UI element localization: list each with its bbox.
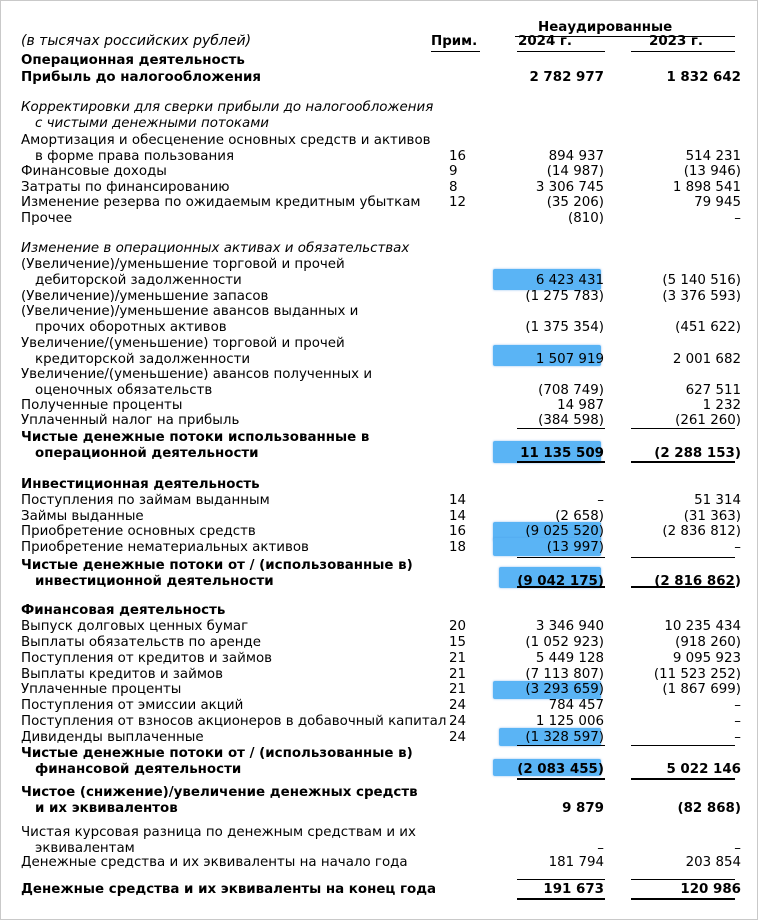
row-label-line: Финансовая деятельность [21, 603, 226, 618]
value-2024: (9 042 175) [517, 573, 604, 589]
row-label [21, 304, 441, 336]
value-2023: 203 854 [685, 855, 741, 870]
value-2023: (31 363) [683, 509, 741, 524]
value-2023: – [734, 211, 741, 226]
value-2024: – [597, 840, 604, 856]
row-label [21, 882, 441, 898]
row-label-line: Чистые денежные потоки от / (использованные в) [21, 746, 413, 761]
row-label-line: Прибыль до налогообложения [21, 70, 261, 85]
row-note: 15 [449, 635, 467, 650]
row-label [21, 430, 441, 462]
value-2024: 181 794 [548, 855, 604, 870]
row-note: 21 [449, 682, 467, 697]
value-2024: (708 749) [538, 382, 604, 398]
value-2024: (35 206) [546, 195, 604, 210]
row-label [21, 509, 441, 525]
row-label [21, 730, 441, 746]
table-rule [631, 778, 735, 780]
value-2024: (9 025 520) [525, 524, 604, 539]
row-label-line: Финансовые доходы [21, 164, 167, 179]
value-2023: (1 867 699) [662, 682, 741, 697]
row-label-line: Амортизация и обесценение основных средств и активов [21, 133, 431, 148]
value-2024: – [597, 493, 604, 508]
row-label-line: Выплаты кредитов и займов [21, 667, 224, 682]
value-2024: 1 125 006 [535, 714, 604, 729]
row-label-line: Полученные проценты [21, 398, 183, 413]
value-2024: 1 507 919 [535, 351, 604, 367]
row-label-line: Займы выданные [21, 509, 144, 524]
row-label-line: Операционная деятельность [21, 53, 245, 68]
header-note: Прим. [431, 34, 478, 49]
value-2023: 5 022 146 [666, 761, 741, 777]
table-rule [517, 778, 605, 780]
row-label [21, 619, 441, 635]
row-label [21, 367, 441, 399]
value-2023: (261 260) [675, 413, 741, 428]
row-label-line: Поступления от эмиссии акций [21, 698, 244, 713]
row-note: 18 [449, 540, 467, 555]
value-2023: 9 095 923 [672, 651, 741, 666]
value-2023: (2 816 862) [654, 573, 741, 589]
row-label-line: Чистые денежные потоки от / (использованные в) [21, 558, 413, 573]
value-2024: 14 987 [557, 398, 604, 413]
value-2023: – [734, 730, 741, 745]
row-label-continuation: финансовой деятельности [35, 761, 242, 777]
header-2023: 2023 г. [649, 34, 704, 49]
row-label [21, 493, 441, 509]
row-label-line: Затраты по финансированию [21, 180, 230, 195]
value-2023: – [734, 714, 741, 729]
row-label-continuation: эквивалентам [35, 840, 135, 856]
row-label [21, 100, 441, 132]
row-label [21, 651, 441, 667]
row-label [21, 289, 441, 305]
row-label [21, 746, 441, 778]
value-2023: – [734, 540, 741, 555]
row-label-line: Чистые денежные потоки использованные в [21, 430, 370, 445]
row-label [21, 398, 441, 414]
value-2023: (918 260) [675, 635, 741, 650]
value-2024: (1 328 597) [525, 730, 604, 745]
value-2024: (1 275 783) [525, 289, 604, 304]
row-label-line: Увеличение/(уменьшение) торговой и прочей [21, 336, 345, 351]
row-label [21, 785, 441, 817]
row-note: 12 [449, 195, 467, 210]
value-2023: – [734, 840, 741, 856]
row-label-continuation: с чистыми денежными потоками [35, 115, 270, 131]
row-label-line: Изменение в операционных активах и обязательствах [21, 241, 410, 256]
row-label [21, 603, 441, 619]
value-2024: (7 113 807) [525, 667, 604, 682]
row-note: 24 [449, 698, 467, 713]
row-label [21, 211, 441, 227]
units-caption: (в тысячах российских рублей) [21, 33, 252, 49]
row-label [21, 241, 441, 257]
row-label-continuation: в форме права пользования [35, 148, 235, 164]
value-2024: 5 449 128 [535, 651, 604, 666]
value-2023: 627 511 [685, 382, 741, 398]
value-2023: 1 898 541 [672, 180, 741, 195]
value-2023: 1 832 642 [666, 70, 741, 85]
value-2024: 191 673 [543, 882, 604, 897]
value-2024: (2 658) [555, 509, 604, 524]
header-2024: 2024 г. [518, 34, 573, 49]
value-2024: (1 052 923) [525, 635, 604, 650]
value-2023: 79 945 [694, 195, 741, 210]
row-label-line: Увеличение/(уменьшение) авансов полученных и [21, 367, 373, 382]
value-2024: 784 457 [548, 698, 604, 713]
row-label [21, 53, 441, 69]
value-2024: 11 135 509 [520, 445, 604, 461]
table-rule [517, 51, 605, 52]
row-label-line: Поступления по займам выданным [21, 493, 270, 508]
value-2023: – [734, 698, 741, 713]
row-label-continuation: инвестиционной деятельности [35, 573, 274, 589]
value-2023: (3 376 593) [662, 289, 741, 304]
row-label-line: Выпуск долговых ценных бумаг [21, 619, 249, 634]
value-2024: (2 083 455) [517, 761, 604, 777]
value-2023: 2 001 682 [672, 351, 741, 367]
row-note: 14 [449, 509, 467, 524]
row-label [21, 70, 441, 86]
row-label [21, 524, 441, 540]
row-label-line: Корректировки для сверки прибыли до налогообложения [21, 100, 434, 115]
value-2024: (14 987) [546, 164, 604, 179]
row-note: 21 [449, 667, 467, 682]
value-2023: (5 140 516) [662, 272, 741, 288]
row-label-continuation: прочих оборотных активов [35, 319, 227, 335]
value-2024: (810) [567, 211, 604, 226]
table-rule [631, 898, 735, 900]
value-2024: 9 879 [562, 800, 604, 816]
row-label-line: Приобретение основных средств [21, 524, 256, 539]
table-rule [631, 879, 735, 880]
row-label [21, 667, 441, 683]
table-rule [517, 557, 605, 558]
row-label [21, 714, 447, 730]
row-note: 9 [449, 164, 458, 179]
value-2023: (82 868) [677, 800, 741, 816]
value-2023: 1 232 [702, 398, 741, 413]
value-2024: 6 423 431 [535, 272, 604, 288]
row-label [21, 682, 441, 698]
row-label [21, 558, 441, 590]
row-label-line: Уплаченные проценты [21, 682, 182, 697]
value-2023: 514 231 [685, 148, 741, 164]
row-label [21, 195, 441, 211]
row-label-line: Выплаты обязательств по аренде [21, 635, 261, 650]
row-note: 16 [449, 148, 467, 164]
table-rule [517, 879, 605, 880]
value-2024: (13 997) [546, 540, 604, 555]
row-label [21, 133, 441, 165]
row-note: 24 [449, 730, 467, 745]
row-note: 24 [449, 714, 467, 729]
value-2023: (11 523 252) [653, 667, 741, 682]
value-2023: (451 622) [675, 319, 741, 335]
row-note: 8 [449, 180, 458, 195]
row-label [21, 635, 441, 651]
row-label-line: (Увеличение)/уменьшение торговой и прочей [21, 257, 345, 272]
row-note: 21 [449, 651, 467, 666]
row-label [21, 413, 441, 429]
row-label-continuation: оценочных обязательств [35, 382, 213, 398]
row-label-line: Поступления от взносов акционеров в добавочный капитал [21, 714, 447, 729]
row-label [21, 855, 441, 871]
row-label-line: Денежные средства и их эквиваленты на конец года [21, 882, 437, 897]
row-label-line: Чистое (снижение)/увеличение денежных средств [21, 785, 418, 800]
row-label-line: Изменение резерва по ожидаемым кредитным убыткам [21, 195, 421, 210]
value-2024: 3 346 940 [535, 619, 604, 634]
row-label [21, 825, 441, 857]
value-2024: (3 293 659) [525, 682, 604, 697]
row-label-line: (Увеличение)/уменьшение авансов выданных и [21, 304, 359, 319]
row-label [21, 336, 441, 368]
value-2023: (2 288 153) [654, 445, 741, 461]
table-rule [631, 51, 735, 52]
row-note: 14 [449, 493, 467, 508]
row-note: 20 [449, 619, 467, 634]
value-2023: (2 836 812) [662, 524, 741, 539]
value-2024: 3 306 745 [535, 180, 604, 195]
row-label-line: (Увеличение)/уменьшение запасов [21, 289, 269, 304]
value-2023: 10 235 434 [664, 619, 741, 634]
value-2024: 894 937 [548, 148, 604, 164]
row-label [21, 698, 441, 714]
value-2024: 2 782 977 [529, 70, 604, 85]
row-label-continuation: операционной деятельности [35, 445, 259, 461]
row-label-line: Дивиденды выплаченные [21, 730, 204, 745]
value-2023: (13 946) [683, 164, 741, 179]
row-label [21, 540, 441, 556]
row-label-continuation: кредиторской задолженности [35, 351, 251, 367]
row-label-continuation: дебиторской задолженности [35, 272, 242, 288]
row-label-line: Прочее [21, 211, 73, 226]
row-label [21, 164, 441, 180]
row-label-line: Чистая курсовая разница по денежным средствам и их [21, 825, 416, 840]
value-2024: (1 375 354) [525, 319, 604, 335]
row-label-continuation: и их эквивалентов [35, 800, 178, 816]
row-label [21, 477, 441, 493]
table-rule [517, 898, 605, 900]
row-label-line: Инвестиционная деятельность [21, 477, 260, 492]
value-2024: (384 598) [538, 413, 604, 428]
row-label [21, 180, 441, 196]
header-unaudited: Неаудированные [538, 20, 673, 35]
table-rule [431, 51, 480, 52]
row-label [21, 257, 441, 289]
table-rule [631, 557, 735, 558]
row-label-line: Приобретение нематериальных активов [21, 540, 309, 555]
value-2023: 120 986 [680, 882, 741, 897]
value-2023: 51 314 [694, 493, 741, 508]
row-label-line: Денежные средства и их эквиваленты на начало года [21, 855, 408, 870]
row-label-line: Уплаченный налог на прибыль [21, 413, 240, 428]
row-label-line: Поступления от кредитов и займов [21, 651, 273, 666]
row-note: 16 [449, 524, 467, 539]
